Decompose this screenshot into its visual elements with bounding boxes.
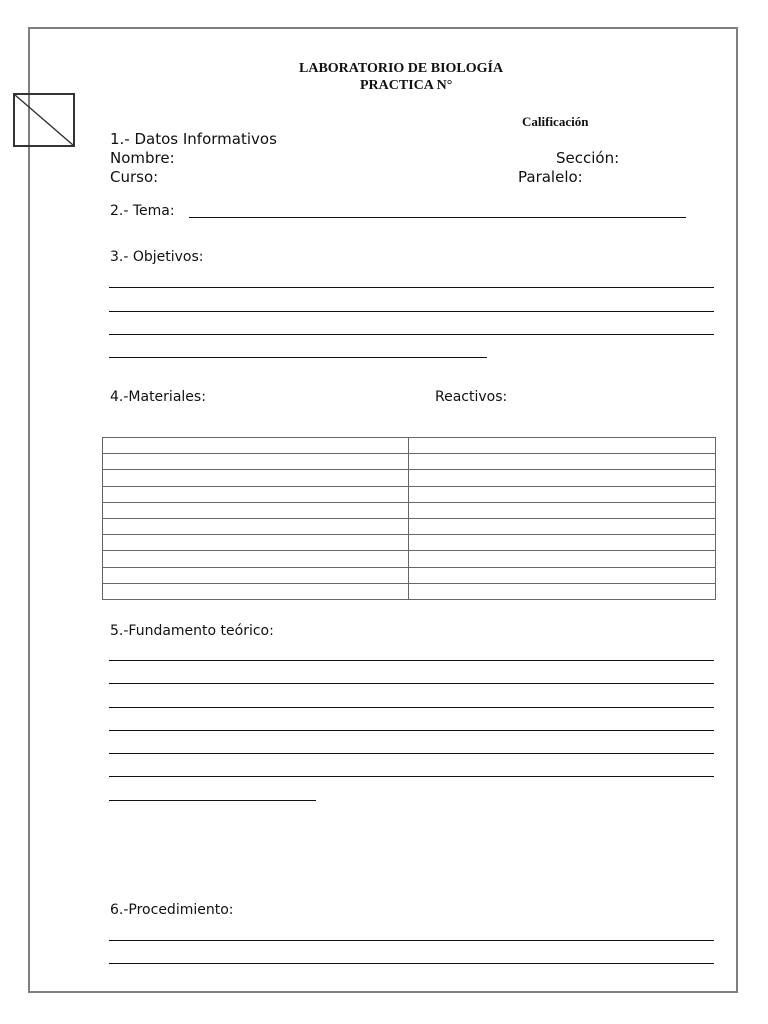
procedure-label: 6.-Procedimiento: [110,902,234,918]
reagents-cell[interactable] [409,454,716,470]
table-row [103,567,716,583]
table-row [103,486,716,502]
materials-cell[interactable] [103,518,409,534]
grade-label: Calificación [522,114,589,129]
materials-cell[interactable] [103,470,409,486]
objectives-line[interactable] [109,334,714,335]
theory-line[interactable] [109,730,714,731]
objectives-label: 3.- Objetivos: [110,249,204,265]
materials-cell[interactable] [103,502,409,518]
materials-cell[interactable] [103,551,409,567]
grade-box-diagonal [15,95,73,145]
materials-cell[interactable] [103,438,409,454]
practice-number-label: PRACTICA N° [360,78,453,93]
reagents-cell[interactable] [409,486,716,502]
topic-blank-line[interactable] [189,217,686,218]
table-row [103,438,716,454]
reagents-cell[interactable] [409,583,716,599]
section1-heading: 1.- Datos Informativos [110,130,277,148]
table-row [103,583,716,599]
topic-label: 2.- Tema: [110,203,175,219]
course-label: Curso: [110,168,159,186]
theory-line[interactable] [109,776,714,777]
materials-cell[interactable] [103,583,409,599]
parallel-label: Paralelo: [518,168,583,186]
reagents-label: Reactivos: [435,389,508,405]
name-label: Nombre: [110,149,175,167]
reagents-cell[interactable] [409,567,716,583]
objectives-line[interactable] [109,357,487,358]
theory-line[interactable] [109,683,714,684]
objectives-line[interactable] [109,287,714,288]
materials-cell[interactable] [103,486,409,502]
table-row [103,470,716,486]
objectives-line[interactable] [109,311,714,312]
theory-line[interactable] [109,707,714,708]
grade-box[interactable] [13,93,75,147]
reagents-cell[interactable] [409,535,716,551]
document-title: LABORATORIO DE BIOLOGÍA [299,61,504,76]
materials-cell[interactable] [103,535,409,551]
theory-line[interactable] [109,800,316,801]
procedure-line[interactable] [109,963,714,964]
reagents-cell[interactable] [409,470,716,486]
table-row [103,535,716,551]
table-row [103,518,716,534]
table-row [103,454,716,470]
materials-cell[interactable] [103,454,409,470]
reagents-cell[interactable] [409,502,716,518]
materials-label: 4.-Materiales: [110,389,206,405]
materials-cell[interactable] [103,567,409,583]
theory-line[interactable] [109,660,714,661]
section-label: Sección: [556,149,620,167]
materials-reagents-table [102,437,716,600]
theory-label: 5.-Fundamento teórico: [110,623,274,639]
table-row [103,502,716,518]
theory-line[interactable] [109,753,714,754]
table-row [103,551,716,567]
reagents-cell[interactable] [409,551,716,567]
reagents-cell[interactable] [409,438,716,454]
reagents-cell[interactable] [409,518,716,534]
procedure-line[interactable] [109,940,714,941]
